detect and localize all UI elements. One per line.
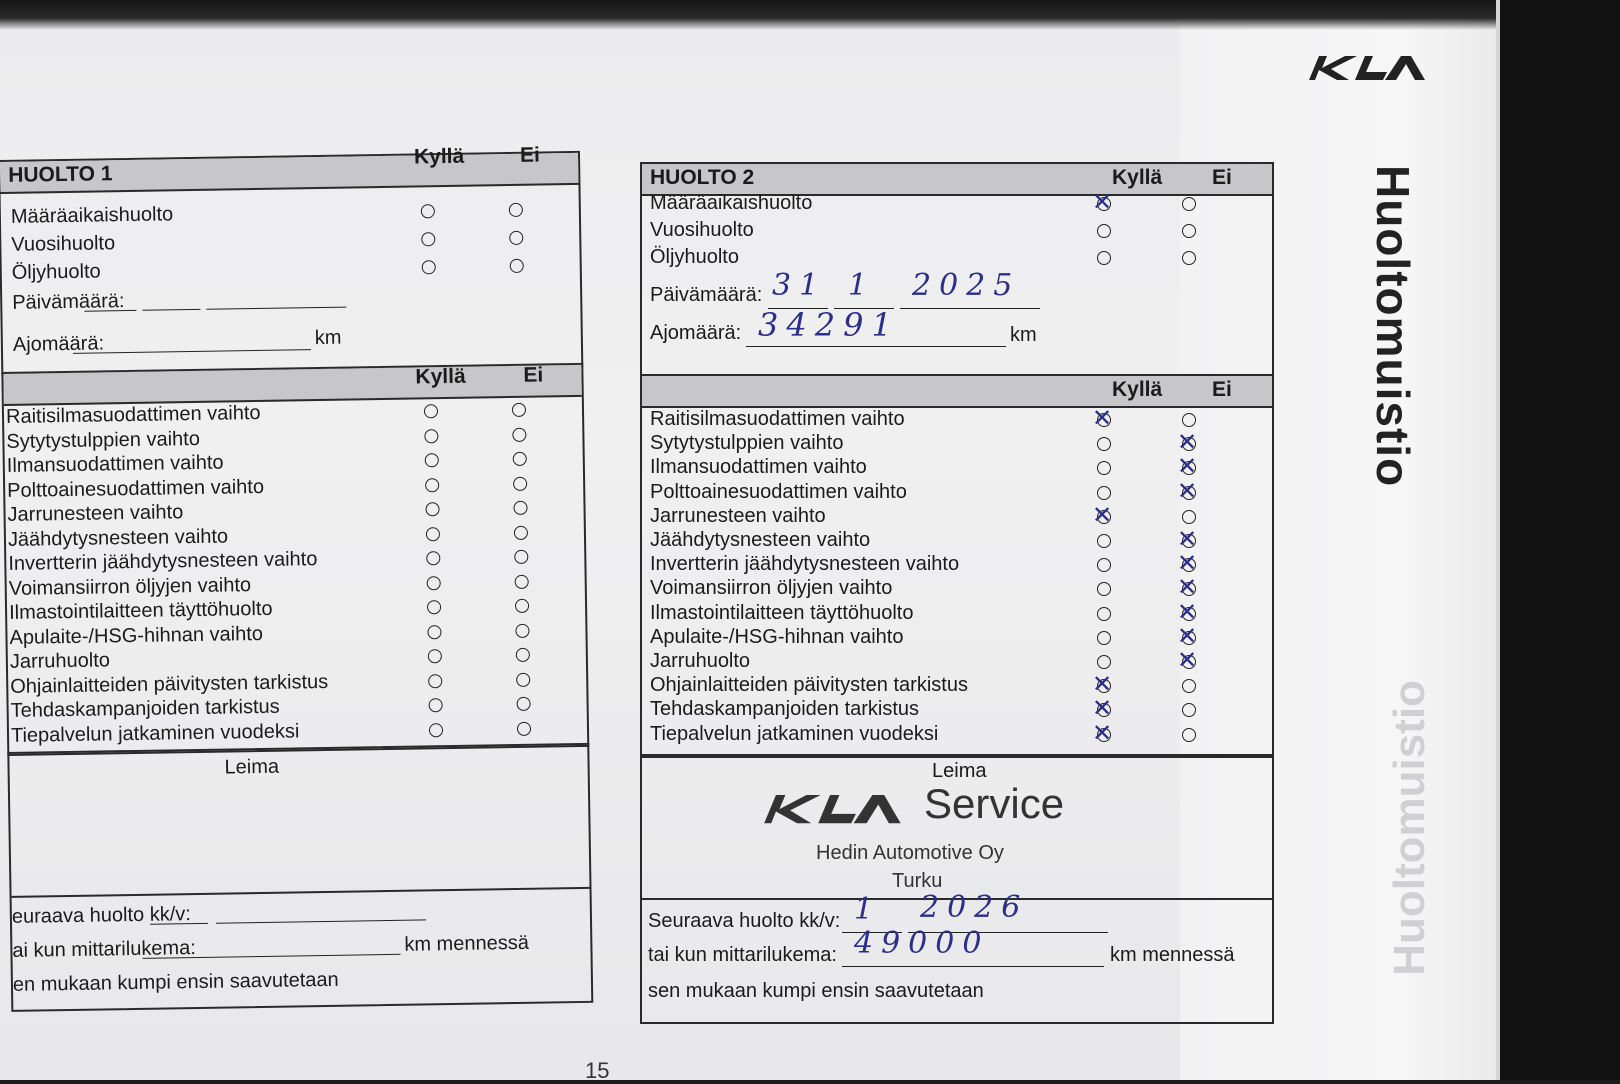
task-yes-header: Kyllä bbox=[415, 364, 466, 389]
service-type-row: Vuosihuolto bbox=[11, 232, 116, 256]
yes-checkbox[interactable] bbox=[1097, 437, 1111, 451]
date-month-handwritten: 1 bbox=[848, 268, 876, 303]
task-header-2 bbox=[642, 376, 1272, 408]
task-row: Ilmastointilaitteen täyttöhuolto bbox=[8, 597, 273, 624]
task-row: Apulaite-/HSG-hihnan vaihto bbox=[9, 622, 264, 649]
task-row: Polttoainesuodattimen vaihto bbox=[7, 475, 265, 502]
no-checkbox[interactable] bbox=[515, 574, 529, 588]
cross-mark-icon: ✕ bbox=[1092, 188, 1113, 216]
yes-checkbox[interactable] bbox=[427, 600, 441, 614]
form-1-header bbox=[0, 153, 578, 194]
cross-mark-icon: ✕ bbox=[1177, 476, 1198, 505]
cross-mark-icon: ✕ bbox=[1092, 670, 1113, 699]
side-title: Huoltomuistio bbox=[1367, 165, 1419, 488]
task-row: Jarruhuolto bbox=[650, 650, 751, 672]
mileage-label: Ajomäärä: bbox=[650, 322, 742, 344]
cross-mark-icon: ✕ bbox=[1092, 718, 1113, 747]
next-service-label: euraava huolto kk/v: bbox=[11, 903, 192, 928]
task-row: Tiepalvelun jatkaminen vuodeksi bbox=[650, 722, 939, 745]
service-form-1 bbox=[0, 143, 594, 1040]
stamp-city: Turku bbox=[892, 870, 943, 892]
kia-stamp-logo-icon bbox=[758, 788, 908, 828]
mileage-handwritten: 34291 bbox=[758, 306, 900, 344]
no-column-header: Ei bbox=[1212, 166, 1232, 189]
or-mileage-label: tai kun mittarilukema: bbox=[648, 944, 837, 966]
task-no-header: Ei bbox=[523, 363, 544, 387]
yes-checkbox[interactable] bbox=[1097, 631, 1111, 645]
no-checkbox[interactable] bbox=[1182, 251, 1196, 265]
cross-mark-icon: ✕ bbox=[1177, 621, 1198, 650]
task-row: Sytytystulppien vaihto bbox=[650, 432, 844, 455]
km-by-label: km mennessä bbox=[404, 931, 530, 956]
yes-column-header: Kyllä bbox=[1112, 166, 1163, 189]
date-year-handwritten: 2025 bbox=[912, 268, 1021, 303]
next-service-label: Seuraava huolto kk/v: bbox=[648, 910, 841, 932]
no-checkbox[interactable] bbox=[1182, 197, 1196, 211]
cross-mark-icon: ✕ bbox=[1092, 694, 1113, 723]
whichever-first-label: en mukaan kumpi ensin saavutetaan bbox=[12, 968, 339, 996]
task-row: Raitisilmasuodattimen vaihto bbox=[5, 401, 261, 428]
service-type-row: Määräaikaishuolto bbox=[10, 203, 174, 228]
no-checkbox[interactable] bbox=[517, 721, 531, 735]
yes-checkbox[interactable] bbox=[1097, 486, 1111, 500]
yes-column-header: Kyllä bbox=[413, 144, 465, 169]
yes-checkbox[interactable] bbox=[1097, 251, 1111, 265]
yes-checkbox[interactable] bbox=[424, 429, 438, 443]
task-row: Invertterin jäähdytysnesteen vaihto bbox=[8, 548, 318, 575]
cross-mark-icon: ✕ bbox=[1177, 646, 1198, 674]
kia-logo-icon bbox=[1305, 50, 1430, 84]
task-row: Tehdaskampanjoiden tarkistus bbox=[10, 695, 280, 722]
task-row: Tehdaskampanjoiden tarkistus bbox=[650, 698, 920, 721]
next-month-handwritten: 1 bbox=[854, 892, 882, 927]
stamp-company: Hedin Automotive Oy bbox=[816, 842, 1004, 864]
yes-checkbox[interactable] bbox=[425, 453, 439, 467]
cross-mark-icon: ✕ bbox=[1092, 404, 1113, 432]
show-through-title: Huoltomuistio bbox=[1385, 680, 1434, 976]
next-mileage-handwritten: 49000 bbox=[854, 926, 990, 961]
no-checkbox[interactable] bbox=[515, 599, 529, 613]
book-cover bbox=[1500, 0, 1620, 1080]
yes-checkbox[interactable] bbox=[425, 502, 439, 516]
yes-checkbox[interactable] bbox=[426, 527, 440, 541]
no-checkbox[interactable] bbox=[509, 231, 523, 245]
task-row: Jarrunesteen vaihto bbox=[650, 504, 826, 527]
service-form-2 bbox=[640, 162, 1292, 1028]
form-1-title: HUOLTO 1 bbox=[8, 162, 113, 187]
no-checkbox[interactable] bbox=[513, 452, 527, 466]
cross-mark-icon: ✕ bbox=[1092, 500, 1113, 529]
or-mileage-label: ai kun mittarilukema: bbox=[12, 937, 196, 962]
cross-mark-icon: ✕ bbox=[1177, 452, 1198, 481]
yes-checkbox[interactable] bbox=[1097, 534, 1111, 548]
task-row: Polttoainesuodattimen vaihto bbox=[650, 480, 907, 503]
yes-checkbox[interactable] bbox=[427, 576, 441, 590]
service-box-2 bbox=[640, 162, 1274, 378]
yes-checkbox[interactable] bbox=[428, 674, 442, 688]
yes-checkbox[interactable] bbox=[421, 232, 435, 246]
service-type-row: Vuosihuolto bbox=[650, 219, 754, 241]
cross-mark-icon: ✕ bbox=[1177, 597, 1198, 626]
service-box-1 bbox=[0, 143, 583, 376]
yes-checkbox[interactable] bbox=[429, 723, 443, 737]
task-row: Jarruhuolto bbox=[9, 649, 111, 673]
yes-checkbox[interactable] bbox=[1097, 461, 1111, 475]
no-checkbox[interactable] bbox=[1182, 728, 1196, 742]
no-checkbox[interactable] bbox=[514, 525, 528, 539]
next-year-handwritten: 2026 bbox=[920, 890, 1029, 925]
yes-checkbox[interactable] bbox=[426, 551, 440, 565]
no-checkbox[interactable] bbox=[513, 476, 527, 490]
task-row: Apulaite-/HSG-hihnan vaihto bbox=[650, 625, 904, 648]
yes-checkbox[interactable] bbox=[425, 478, 439, 492]
task-box-1 bbox=[1, 363, 589, 756]
form-2-title: HUOLTO 2 bbox=[650, 166, 755, 189]
task-header-1 bbox=[3, 365, 581, 406]
no-checkbox[interactable] bbox=[516, 648, 530, 662]
yes-checkbox[interactable] bbox=[424, 404, 438, 418]
yes-checkbox[interactable] bbox=[422, 260, 436, 274]
task-row: Jarrunesteen vaihto bbox=[7, 501, 184, 526]
task-row: Voimansiirron öljyjen vaihto bbox=[650, 577, 893, 600]
no-checkbox[interactable] bbox=[1182, 703, 1196, 717]
yes-checkbox[interactable] bbox=[1097, 607, 1111, 621]
km-by-label: km mennessä bbox=[1110, 944, 1235, 966]
stamp-label: Leima bbox=[932, 760, 987, 782]
cross-mark-icon: ✕ bbox=[1177, 428, 1198, 457]
stamp-service-text: Service bbox=[924, 780, 1065, 827]
stamp-box-1 bbox=[7, 743, 593, 1012]
no-checkbox[interactable] bbox=[512, 427, 526, 441]
mileage-label: Ajomäärä: bbox=[12, 332, 105, 356]
cross-mark-icon: ✕ bbox=[1177, 573, 1198, 602]
whichever-first-label: sen mukaan kumpi ensin saavutetaan bbox=[648, 980, 984, 1002]
no-checkbox[interactable] bbox=[509, 203, 523, 217]
cross-mark-icon: ✕ bbox=[1177, 525, 1198, 553]
task-row: Ohjainlaitteiden päivitysten tarkistus bbox=[10, 670, 329, 698]
no-checkbox[interactable] bbox=[1182, 413, 1196, 427]
no-checkbox[interactable] bbox=[514, 550, 528, 564]
task-row: Ilmansuodattimen vaihto bbox=[650, 456, 867, 479]
task-row: Sytytystulppien vaihto bbox=[6, 427, 201, 453]
no-checkbox[interactable] bbox=[512, 403, 526, 417]
task-row: Jäähdytysnesteen vaihto bbox=[7, 524, 229, 551]
service-type-row: Öljyhuolto bbox=[11, 260, 101, 284]
page-number: 15 bbox=[585, 1058, 610, 1083]
book-cover-edge bbox=[0, 0, 1500, 30]
task-row: Voimansiirron öljyjen vaihto bbox=[8, 573, 252, 600]
task-row: Ilmansuodattimen vaihto bbox=[6, 451, 224, 477]
stamp-label: Leima bbox=[224, 755, 280, 779]
no-checkbox[interactable] bbox=[1182, 679, 1196, 693]
task-row: Raitisilmasuodattimen vaihto bbox=[650, 408, 905, 430]
dealer-stamp bbox=[754, 780, 1114, 900]
yes-checkbox[interactable] bbox=[427, 625, 441, 639]
km-unit: km bbox=[1010, 324, 1037, 346]
date-label: Päivämäärä: bbox=[12, 290, 125, 314]
km-unit: km bbox=[314, 326, 342, 350]
no-checkbox[interactable] bbox=[515, 623, 529, 637]
task-no-header: Ei bbox=[1212, 378, 1232, 401]
stamp-box-2 bbox=[640, 754, 1274, 1024]
task-row: Ohjainlaitteiden päivitysten tarkistus bbox=[650, 674, 968, 697]
cross-mark-icon: ✕ bbox=[1177, 549, 1198, 578]
date-label: Päivämäärä: bbox=[650, 284, 763, 306]
task-row: Tiepalvelun jatkaminen vuodeksi bbox=[10, 719, 300, 747]
no-checkbox[interactable] bbox=[510, 259, 524, 273]
no-checkbox[interactable] bbox=[1182, 510, 1196, 524]
task-row: Jäähdytysnesteen vaihto bbox=[650, 529, 871, 551]
yes-checkbox[interactable] bbox=[428, 649, 442, 663]
no-column-header: Ei bbox=[519, 143, 541, 167]
no-checkbox[interactable] bbox=[1182, 224, 1196, 238]
service-type-row: Määräaikaishuolto bbox=[650, 192, 813, 214]
yes-checkbox[interactable] bbox=[1097, 224, 1111, 238]
date-day-handwritten: 31 bbox=[772, 268, 827, 303]
no-checkbox[interactable] bbox=[513, 501, 527, 515]
yes-checkbox[interactable] bbox=[1097, 655, 1111, 669]
task-yes-header: Kyllä bbox=[1112, 378, 1163, 401]
task-box-2 bbox=[640, 374, 1274, 758]
yes-checkbox[interactable] bbox=[421, 204, 435, 218]
service-type-row: Öljyhuolto bbox=[650, 246, 739, 268]
yes-checkbox[interactable] bbox=[1097, 582, 1111, 596]
no-checkbox[interactable] bbox=[516, 697, 530, 711]
yes-checkbox[interactable] bbox=[429, 698, 443, 712]
yes-checkbox[interactable] bbox=[1097, 558, 1111, 572]
task-row: Ilmastointilaitteen täyttöhuolto bbox=[650, 601, 914, 624]
task-row: Invertterin jäähdytysnesteen vaihto bbox=[650, 553, 960, 576]
no-checkbox[interactable] bbox=[516, 672, 530, 686]
